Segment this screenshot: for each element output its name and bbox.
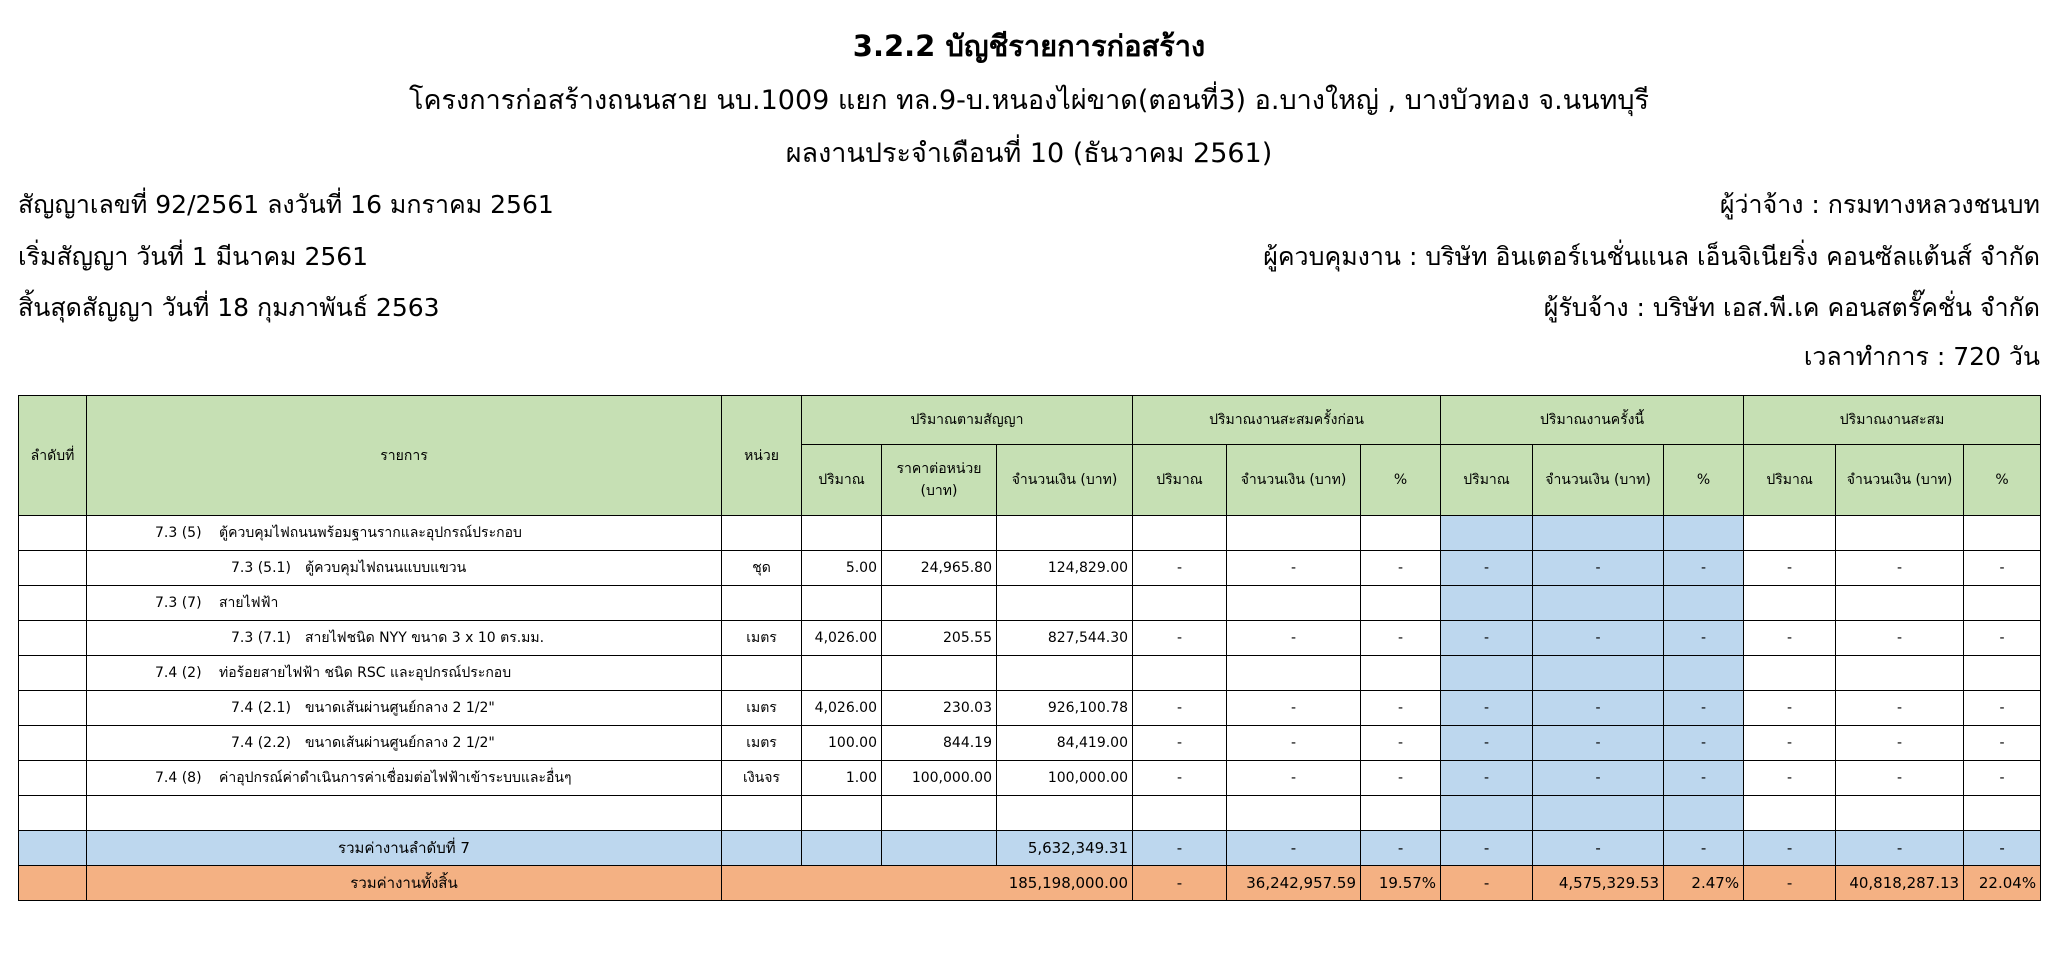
cell-dash: - [1441,691,1533,726]
cell-dash [1361,516,1441,551]
cell-qty: 1.00 [802,761,882,796]
cell-dash: - [1836,551,1964,586]
header-pct: % [1361,445,1441,516]
table-row [19,796,2041,831]
header-qty: ปริมาณ [1441,445,1533,516]
cell-dash: - [1533,621,1664,656]
cell-dash [1664,656,1744,691]
cell-dash [1836,586,1964,621]
cell-item [87,516,722,551]
cell-no [19,726,87,761]
cell-dash [1533,516,1664,551]
report-period: ผลงานประจำเดือนที่ 10 (ธันวาคม 2561) [785,138,1273,169]
cell-unit-price: 844.19 [882,726,997,761]
work-duration: เวลาทำการ : 720 วัน [1803,342,2040,371]
cell-dash: - [1964,831,2041,866]
cell-dash [1964,516,2041,551]
cell-unit: เมตร [722,726,802,761]
cell-dash: - [1964,551,2041,586]
total-amount: 185,198,000.00 [722,866,1133,901]
cell-qty: 100.00 [802,726,882,761]
document-title: 3.2.2 บัญชีรายการก่อสร้าง [852,29,1206,63]
cell-dash: - [1836,621,1964,656]
contractor: ผู้รับจ้าง : บริษัท เอส.พี.เค คอนสตรั๊คชั่น จำกัด [1543,293,2040,322]
cell-dash: - [1227,831,1361,866]
cell-qty: 4,026.00 [802,621,882,656]
cell-dash [1227,586,1361,621]
cell-item [87,796,722,831]
cell-unit [722,796,802,831]
cell-dash [1744,516,1836,551]
cell-amount: 124,829.00 [997,551,1133,586]
cell-dash: - [1361,726,1441,761]
cell-item [87,761,722,796]
supervisor: ผู้ควบคุมงาน : บริษัท อินเตอร์เนชั่นแนล เอ็นจิเนียริ่ง คอนซัลแต้นส์ จำกัด [1263,242,2040,271]
item-description: ค่าอุปกรณ์ค่าดำเนินการค่าเชื่อมต่อไฟฟ้าเข้าระบบและอื่นๆ [219,770,572,786]
cell-dash: - [1361,551,1441,586]
cell-dash [1836,656,1964,691]
cell-dash: - [1441,551,1533,586]
cell-no [19,761,87,796]
cell-amount [997,586,1133,621]
cell-dash [1227,796,1361,831]
cell-unit: เมตร [722,621,802,656]
cell-dash [1133,516,1227,551]
cell-dash [1533,586,1664,621]
cell-dash [1836,796,1964,831]
cell-dash [1361,796,1441,831]
header-group-contract: ปริมาณตามสัญญา [802,396,1133,445]
header-qty: ปริมาณ [1744,445,1836,516]
cell-unit-price: 24,965.80 [882,551,997,586]
item-description: ท่อร้อยสายไฟฟ้า ชนิด RSC และอุปกรณ์ประกอบ [219,665,512,681]
cell-dash: - [1836,726,1964,761]
cell-dash: - [1361,621,1441,656]
total-cum-amount: 40,818,287.13 [1836,866,1964,901]
cell-dash: - [1744,551,1836,586]
cell-dash: - [1533,726,1664,761]
cell-no [19,796,87,831]
cell-unit-price: 205.55 [882,621,997,656]
construction-items-table [18,395,2041,901]
grand-total-row [19,866,2041,901]
cell-unit-price [882,656,997,691]
cell-dash: - [1133,761,1227,796]
header-qty: ปริมาณ [802,445,882,516]
cell-no [19,516,87,551]
cell-dash [1227,516,1361,551]
item-code: 7.3 (7) [155,595,202,611]
employer: ผู้ว่าจ้าง : กรมทางหลวงชนบท [1719,190,2040,219]
cell-unit-price [882,796,997,831]
cell-amount [997,656,1133,691]
cell-item [87,726,722,761]
cell-dash: - [1533,831,1664,866]
cell-dash [1664,586,1744,621]
total-cum-qty: - [1744,866,1836,901]
table-row [19,761,2041,796]
cell-dash [1744,656,1836,691]
cell-qty [802,796,882,831]
cell-dash: - [1664,621,1744,656]
header-amount: จำนวนเงิน (บาท) [997,445,1133,516]
cell-amount: 100,000.00 [997,761,1133,796]
cell-unit [722,516,802,551]
contract-start: เริ่มสัญญา วันที่ 1 มีนาคม 2561 [18,242,369,271]
cell-dash: - [1664,726,1744,761]
subtotal-amount: 5,632,349.31 [997,831,1133,866]
cell-dash: - [1361,761,1441,796]
table-row [19,726,2041,761]
table-row [19,656,2041,691]
header-amount: จำนวนเงิน (บาท) [1227,445,1361,516]
cell-item [87,656,722,691]
cell-dash: - [1361,831,1441,866]
cell-dash [1133,586,1227,621]
cell-dash [1441,516,1533,551]
item-description: ขนาดเส้นผ่านศูนย์กลาง 2 1/2" [305,735,495,751]
cell-dash: - [1664,551,1744,586]
cell-no [19,621,87,656]
cell-dash: - [1133,551,1227,586]
cell-dash [1361,656,1441,691]
cell-unit [722,586,802,621]
table-body [19,516,2041,901]
cell-no [19,551,87,586]
cell-dash: - [1227,621,1361,656]
cell-dash: - [1964,726,2041,761]
cell-dash [1664,796,1744,831]
total-this-qty: - [1441,866,1533,901]
cell-dash [1744,796,1836,831]
total-prev-pct: 19.57% [1361,866,1441,901]
cell-dash: - [1227,726,1361,761]
cell-unit-price: 230.03 [882,691,997,726]
cell-dash: - [1664,831,1744,866]
cell-qty [802,516,882,551]
header-no: ลำดับที่ [19,396,87,516]
cell-dash: - [1227,761,1361,796]
cell-unit [722,656,802,691]
cell-dash: - [1227,551,1361,586]
item-description: ขนาดเส้นผ่านศูนย์กลาง 2 1/2" [305,700,495,716]
cell-amount [997,516,1133,551]
cell-dash [1836,516,1964,551]
cell-dash: - [1227,691,1361,726]
cell-dash [1441,796,1533,831]
cell-qty: 4,026.00 [802,691,882,726]
header-group-this-period: ปริมาณงานครั้งนี้ [1441,396,1744,445]
total-this-pct: 2.47% [1664,866,1744,901]
item-code: 7.3 (5.1) [231,560,291,576]
header-unit: หน่วย [722,396,802,516]
cell-dash: - [1964,621,2041,656]
cell-dash: - [1133,621,1227,656]
cell-dash [1533,796,1664,831]
cell-amount: 926,100.78 [997,691,1133,726]
cell-dash: - [1133,691,1227,726]
item-description: ตู้ควบคุมไฟถนนพร้อมฐานรากและอุปกรณ์ประกอบ [219,525,522,541]
cell-item [87,691,722,726]
cell-dash [1441,586,1533,621]
cell-dash [1964,656,2041,691]
cell-dash: - [1441,621,1533,656]
cell-unit-price: 100,000.00 [882,761,997,796]
total-prev-amount: 36,242,957.59 [1227,866,1361,901]
project-name: โครงการก่อสร้างถนนสาย นบ.1009 แยก ทล.9-บ.หนองไผ่ขาด(ตอนที่3) อ.บางใหญ่ , บางบัวทอง จ.นนทบุรี [408,85,1650,116]
item-code: 7.4 (8) [155,770,202,786]
cell-no [19,691,87,726]
total-this-amount: 4,575,329.53 [1533,866,1664,901]
cell-dash: - [1664,691,1744,726]
total-cum-pct: 22.04% [1964,866,2041,901]
cell-unit-price [882,586,997,621]
cell-dash: - [1133,726,1227,761]
cell-dash [1133,796,1227,831]
header-pct: % [1964,445,2041,516]
contract-end: สิ้นสุดสัญญา วันที่ 18 กุมภาพันธ์ 2563 [18,293,440,322]
cell-unit: เงินจร [722,761,802,796]
cell-dash [1964,796,2041,831]
item-description: ตู้ควบคุมไฟถนนแบบแขวน [305,560,467,576]
table-row [19,621,2041,656]
cell-dash: - [1744,691,1836,726]
table-row [19,586,2041,621]
item-code: 7.4 (2.1) [231,700,291,716]
table-row [19,691,2041,726]
header-qty: ปริมาณ [1133,445,1227,516]
cell-dash: - [1533,691,1664,726]
header-amount: จำนวนเงิน (บาท) [1836,445,1964,516]
cell-dash [1964,586,2041,621]
table-row [19,551,2041,586]
cell-dash [1361,586,1441,621]
cell-qty: 5.00 [802,551,882,586]
cell-dash: - [1744,761,1836,796]
item-code: 7.4 (2.2) [231,735,291,751]
table-row [19,516,2041,551]
cell-unit: ชุด [722,551,802,586]
cell-dash: - [1744,726,1836,761]
cell-item [87,551,722,586]
cell-dash [1664,516,1744,551]
cell-amount: 84,419.00 [997,726,1133,761]
cell-dash: - [1664,761,1744,796]
cell-dash [1227,656,1361,691]
cell-item [87,586,722,621]
contract-number: สัญญาเลขที่ 92/2561 ลงวันที่ 16 มกราคม 2561 [18,190,554,219]
cell-qty [802,586,882,621]
cell-no [19,586,87,621]
cell-dash: - [1133,831,1227,866]
cell-dash [1133,656,1227,691]
cell-dash: - [1836,761,1964,796]
cell-unit: เมตร [722,691,802,726]
subtotal-row [19,831,2041,866]
total-prev-qty: - [1133,866,1227,901]
item-description: สายไฟชนิด NYY ขนาด 3 x 10 ตร.มม. [305,630,545,646]
cell-dash: - [1836,691,1964,726]
cell-dash: - [1964,691,2041,726]
header-group-previous: ปริมาณงานสะสมครั้งก่อน [1133,396,1441,445]
item-code: 7.3 (5) [155,525,202,541]
cell-dash: - [1744,831,1836,866]
cell-dash [1744,586,1836,621]
header-pct: % [1664,445,1744,516]
header-group-cumulative: ปริมาณงานสะสม [1744,396,2041,445]
header-amount: จำนวนเงิน (บาท) [1533,445,1664,516]
cell-amount: 827,544.30 [997,621,1133,656]
cell-dash: - [1744,621,1836,656]
cell-amount [997,796,1133,831]
cell-dash: - [1836,831,1964,866]
cell-dash: - [1533,761,1664,796]
item-code: 7.4 (2) [155,665,202,681]
item-code: 7.3 (7.1) [231,630,291,646]
cell-dash: - [1441,726,1533,761]
cell-dash: - [1361,691,1441,726]
cell-dash [1533,656,1664,691]
cell-dash: - [1441,831,1533,866]
item-description: สายไฟฟ้า [219,595,279,611]
subtotal-label: รวมค่างานลำดับที่ 7 [87,831,722,866]
cell-dash [1441,656,1533,691]
cell-item [87,621,722,656]
cell-dash: - [1964,761,2041,796]
total-label: รวมค่างานทั้งสิ้น [87,866,722,901]
header-item: รายการ [87,396,722,516]
cell-no [19,656,87,691]
cell-dash: - [1441,761,1533,796]
cell-dash: - [1533,551,1664,586]
cell-unit-price [882,516,997,551]
header-unit-price: ราคาต่อหน่วย (บาท) [882,445,997,516]
cell-qty [802,656,882,691]
